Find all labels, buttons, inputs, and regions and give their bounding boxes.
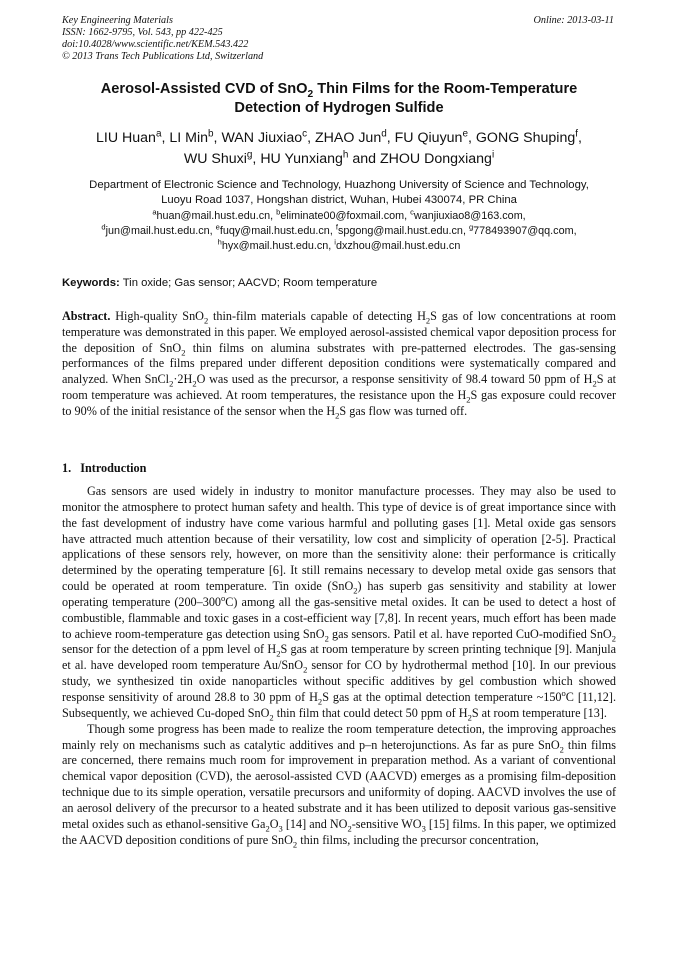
email-link[interactable]: fuqy@mail.hust.edu.cn, [219,225,336,237]
subscript: 2 [611,633,616,644]
paper-title [62,80,616,118]
email-mark: h [217,237,222,247]
subscript: 2 [347,823,352,834]
email-mark: d [101,222,106,232]
author-emails [62,209,616,254]
email-link[interactable]: jun@mail.hust.edu.cn, [105,225,216,237]
paragraph-text: S at room temperature [13]. [471,705,607,720]
author-separator: , [467,130,476,146]
email-link[interactable]: 778493907@qq.com, [473,225,577,237]
abstract-text: ·2H [173,372,193,387]
journal-header [62,15,263,63]
email-mark: e [215,222,220,232]
author-separator: , [161,130,170,146]
subscript: 2 [467,712,472,723]
subscript: 2 [292,839,298,849]
paragraph-text: C [11,12]. Subsequently, we achieved Cu-doped SnO [62,689,616,720]
email-mark: i [334,237,336,247]
author-name: LIU Huan [96,130,156,146]
paragraph-text: thin films are concerned, there remains much room for improvement in preparation method. As a variant of conventional chemical vapor deposition (CVD), the aerosol-assisted CVD (AACVD) emerges as a promising film-deposition technique due to its simple operation, versatile precursors and uniformity of doping. AACVD involves the use of an aerosol delivery of the precursor to a heated substrate and it has been utilized to deposit various gas-sensitive metal oxides such as ethanol-sensitive Ga [62,737,616,831]
journal-issn: ISSN: 1662-9795, Vol. 543, pp 422-425 [62,27,223,38]
subscript: 2 [169,378,174,389]
affiliation-line-1: Department of Electronic Science and Technology, Huazhong University of Science and Technology, [89,179,589,191]
subscript: 2 [265,823,270,834]
paragraph-text: Though some progress has been made to realize the room temperature detection, the improving approaches mainly rely on mechanisms such as catalytic additives and p–n heterojunctions. As far as pure SnO [62,721,616,752]
subscript: 2 [276,648,281,659]
subscript: 2 [324,633,329,644]
author-name: LI Min [169,130,209,146]
affiliation [62,178,616,208]
author-affil-mark: g [246,149,253,161]
author-separator: and [348,151,380,167]
author-affil-mark: b [208,128,214,140]
superscript: o [561,687,566,698]
subscript: 2 [269,712,274,723]
keywords-label: Keywords: [62,277,120,289]
subscript: 2 [303,664,308,675]
author-affil-mark: c [302,128,308,140]
paragraph-text: S gas at room temperature by screen printing technique [9]. Manjula et al. have developed room temperature Au/SnO [62,642,617,673]
subscript: 2 [353,585,358,596]
title-subscript: 2 [307,88,314,100]
author-name: WU Shuxi [183,151,247,167]
subscript: 2 [181,347,186,358]
abstract-text: thin films on alumina substrates with pre-patterned electrodes. The gas-sensing performances of the films prepared under different deposition conditions were systematically compared and analyzed. When SnCl [62,340,616,387]
author-name: HU Yunxiang [260,151,343,167]
email-link[interactable]: spgong@mail.hust.edu.cn, [337,225,469,237]
author-list [62,128,616,170]
author-affil-mark: d [381,128,387,140]
paragraph-text: [15] films. In this paper, we optimized the AACVD deposition conditions of pure SnO [62,816,616,847]
keywords [62,276,616,291]
email-link[interactable]: dxzhou@mail.hust.edu.cn [335,240,461,252]
paragraph-text: thin films, including the precursor concentration, [297,832,539,847]
journal-name: Key Engineering Materials [62,15,173,26]
introduction-body [62,484,616,848]
author-affil-mark: a [155,128,162,140]
abstract-text: S gas exposure could recover to 90% of the initial resistance of the sensor when the H [62,387,616,418]
email-link[interactable]: huan@mail.hust.edu.cn, [156,210,277,222]
abstract-text: S gas of low concentrations at room temperature was demonstrated in this paper. We employed aerosol-assisted chemical vapor deposition process for the deposition of SnO [62,309,616,355]
author-name: FU Qiuyun [394,130,463,146]
paragraph-text: ) has superb gas sensitivity and stability at lower operating temperature (200–300 [62,579,616,609]
journal-doi: doi:10.4028/www.scientific.net/KEM.543.422 [62,39,249,50]
keywords-text: Tin oxide; Gas sensor; AACVD; Room temperature [119,277,378,289]
email-mark: a [152,207,157,217]
email-line [62,224,616,239]
paragraph [62,722,616,849]
journal-copyright: © 2013 Trans Tech Publications Ltd, Switzerland [62,51,264,62]
section-heading [62,461,146,476]
paragraph-text: C) among all the gas-sensitive metal oxides. It can be used to detect a host of combustible, flammable and toxic gases in a cost-efficient way [7,8]. In recent years, much effort has been made to achieve room-temperature gas detection using SnO [62,594,616,641]
section-title: Introduction [80,461,147,475]
paragraph-text: S gas at the optimal detection temperature ~150 [322,689,562,704]
author-separator: , [386,130,395,146]
online-date: Online: 2013-03-11 [533,15,614,26]
paragraph-text: thin film that could detect 50 ppm of H [273,705,468,720]
subscript: 3 [421,823,426,834]
email-mark: g [468,222,474,232]
paragraph-text: sensor for the detection of a ppm level of H [62,642,277,657]
title-line-2: Detection of Hydrogen Sulfide [234,100,444,116]
subscript: 2 [317,696,323,707]
title-line-1 [62,80,616,99]
email-link[interactable]: eliminate00@foxmail.com, [280,210,411,222]
email-link[interactable]: wanjiuxiao8@163.com, [413,210,526,222]
author-separator: , [307,130,315,146]
subscript: 3 [278,823,283,834]
abstract-text: S at room temperature was achieved. At room temperatures, the resistance upon the H [62,372,616,402]
author-name: ZHAO Jun [314,130,382,146]
superscript: o [221,592,226,603]
subscript: 2 [192,378,197,389]
abstract [62,309,616,420]
subscript: 2 [203,315,209,326]
subscript: 2 [466,394,471,405]
paragraph-text: -sensitive WO [351,816,422,831]
abstract-text: thin-film materials capable of detecting H [208,309,426,323]
affiliation-line-2: Luoyu Road 1037, Hongshan district, Wuhan, Hubei 430074, PR China [161,194,517,206]
author-separator: , [252,151,261,167]
paragraph-text: [14] and NO [282,816,348,831]
email-line [62,209,616,224]
paragraph-text: sensor for CO by hydrothermal method [10]. In our previous study, we synthesized tin oxide nanoparticles without specific additives by gel combustion which showed response sensitivity of around 28.8 to 30 ppm of H [62,658,616,704]
paragraph [62,484,616,722]
abstract-label: Abstract. [62,309,111,323]
email-mark: b [276,207,281,217]
author-name: GONG Shuping [475,130,576,146]
author-affil-mark: i [491,149,495,161]
email-mark: f [335,222,338,232]
author-name: ZHOU Dongxiang [379,151,492,167]
author-affil-mark: f [575,128,579,140]
subscript: 2 [335,410,340,421]
email-mark: c [410,207,414,217]
email-link[interactable]: hyx@mail.hust.edu.cn, [221,240,335,252]
subscript: 2 [592,378,597,389]
email-line [62,239,616,254]
abstract-text: O was used as the precursor, a response sensitivity of 98.4 toward 50 ppm of H [196,372,593,387]
title-text: Thin Films for the Room-Temperature [313,81,578,97]
subscript: 2 [559,743,564,754]
abstract-text: High-quality SnO [110,309,204,323]
paragraph-text: gas sensors. Patil et al. have reported CuO-modified SnO [328,626,612,641]
paragraph-text: Gas sensors are used widely in industry to monitor manufacture processes. They may also be used to monitor the atmosphere to protect human safety and health. This type of device is of great importance since with the fast development of industry have come various harmful and polluting gases [1]. Metal oxide gas sensors have attracted much attention because of their versatility, low cost and simplicity of operation [2-5]. Practical applications of these sensors rely, however, on more than the sensitivity alone: their performance is critically determined by the operating temperature [6]. It still remains necessary to develop metal oxide gas sensors that could be operated at room temperature. Tin oxide (SnO [62,484,616,594]
author-affil-mark: e [462,128,468,140]
section-number: 1. [62,461,72,475]
author-separator: , [578,130,582,146]
title-text: Aerosol-Assisted CVD of SnO [100,81,308,97]
author-affil-mark: h [342,149,349,161]
paragraph-text: O [269,816,279,831]
subscript: 2 [425,315,431,326]
author-separator: , [213,130,222,146]
author-name: WAN Jiuxiao [221,130,303,146]
abstract-text: S gas flow was turned off. [339,403,468,418]
